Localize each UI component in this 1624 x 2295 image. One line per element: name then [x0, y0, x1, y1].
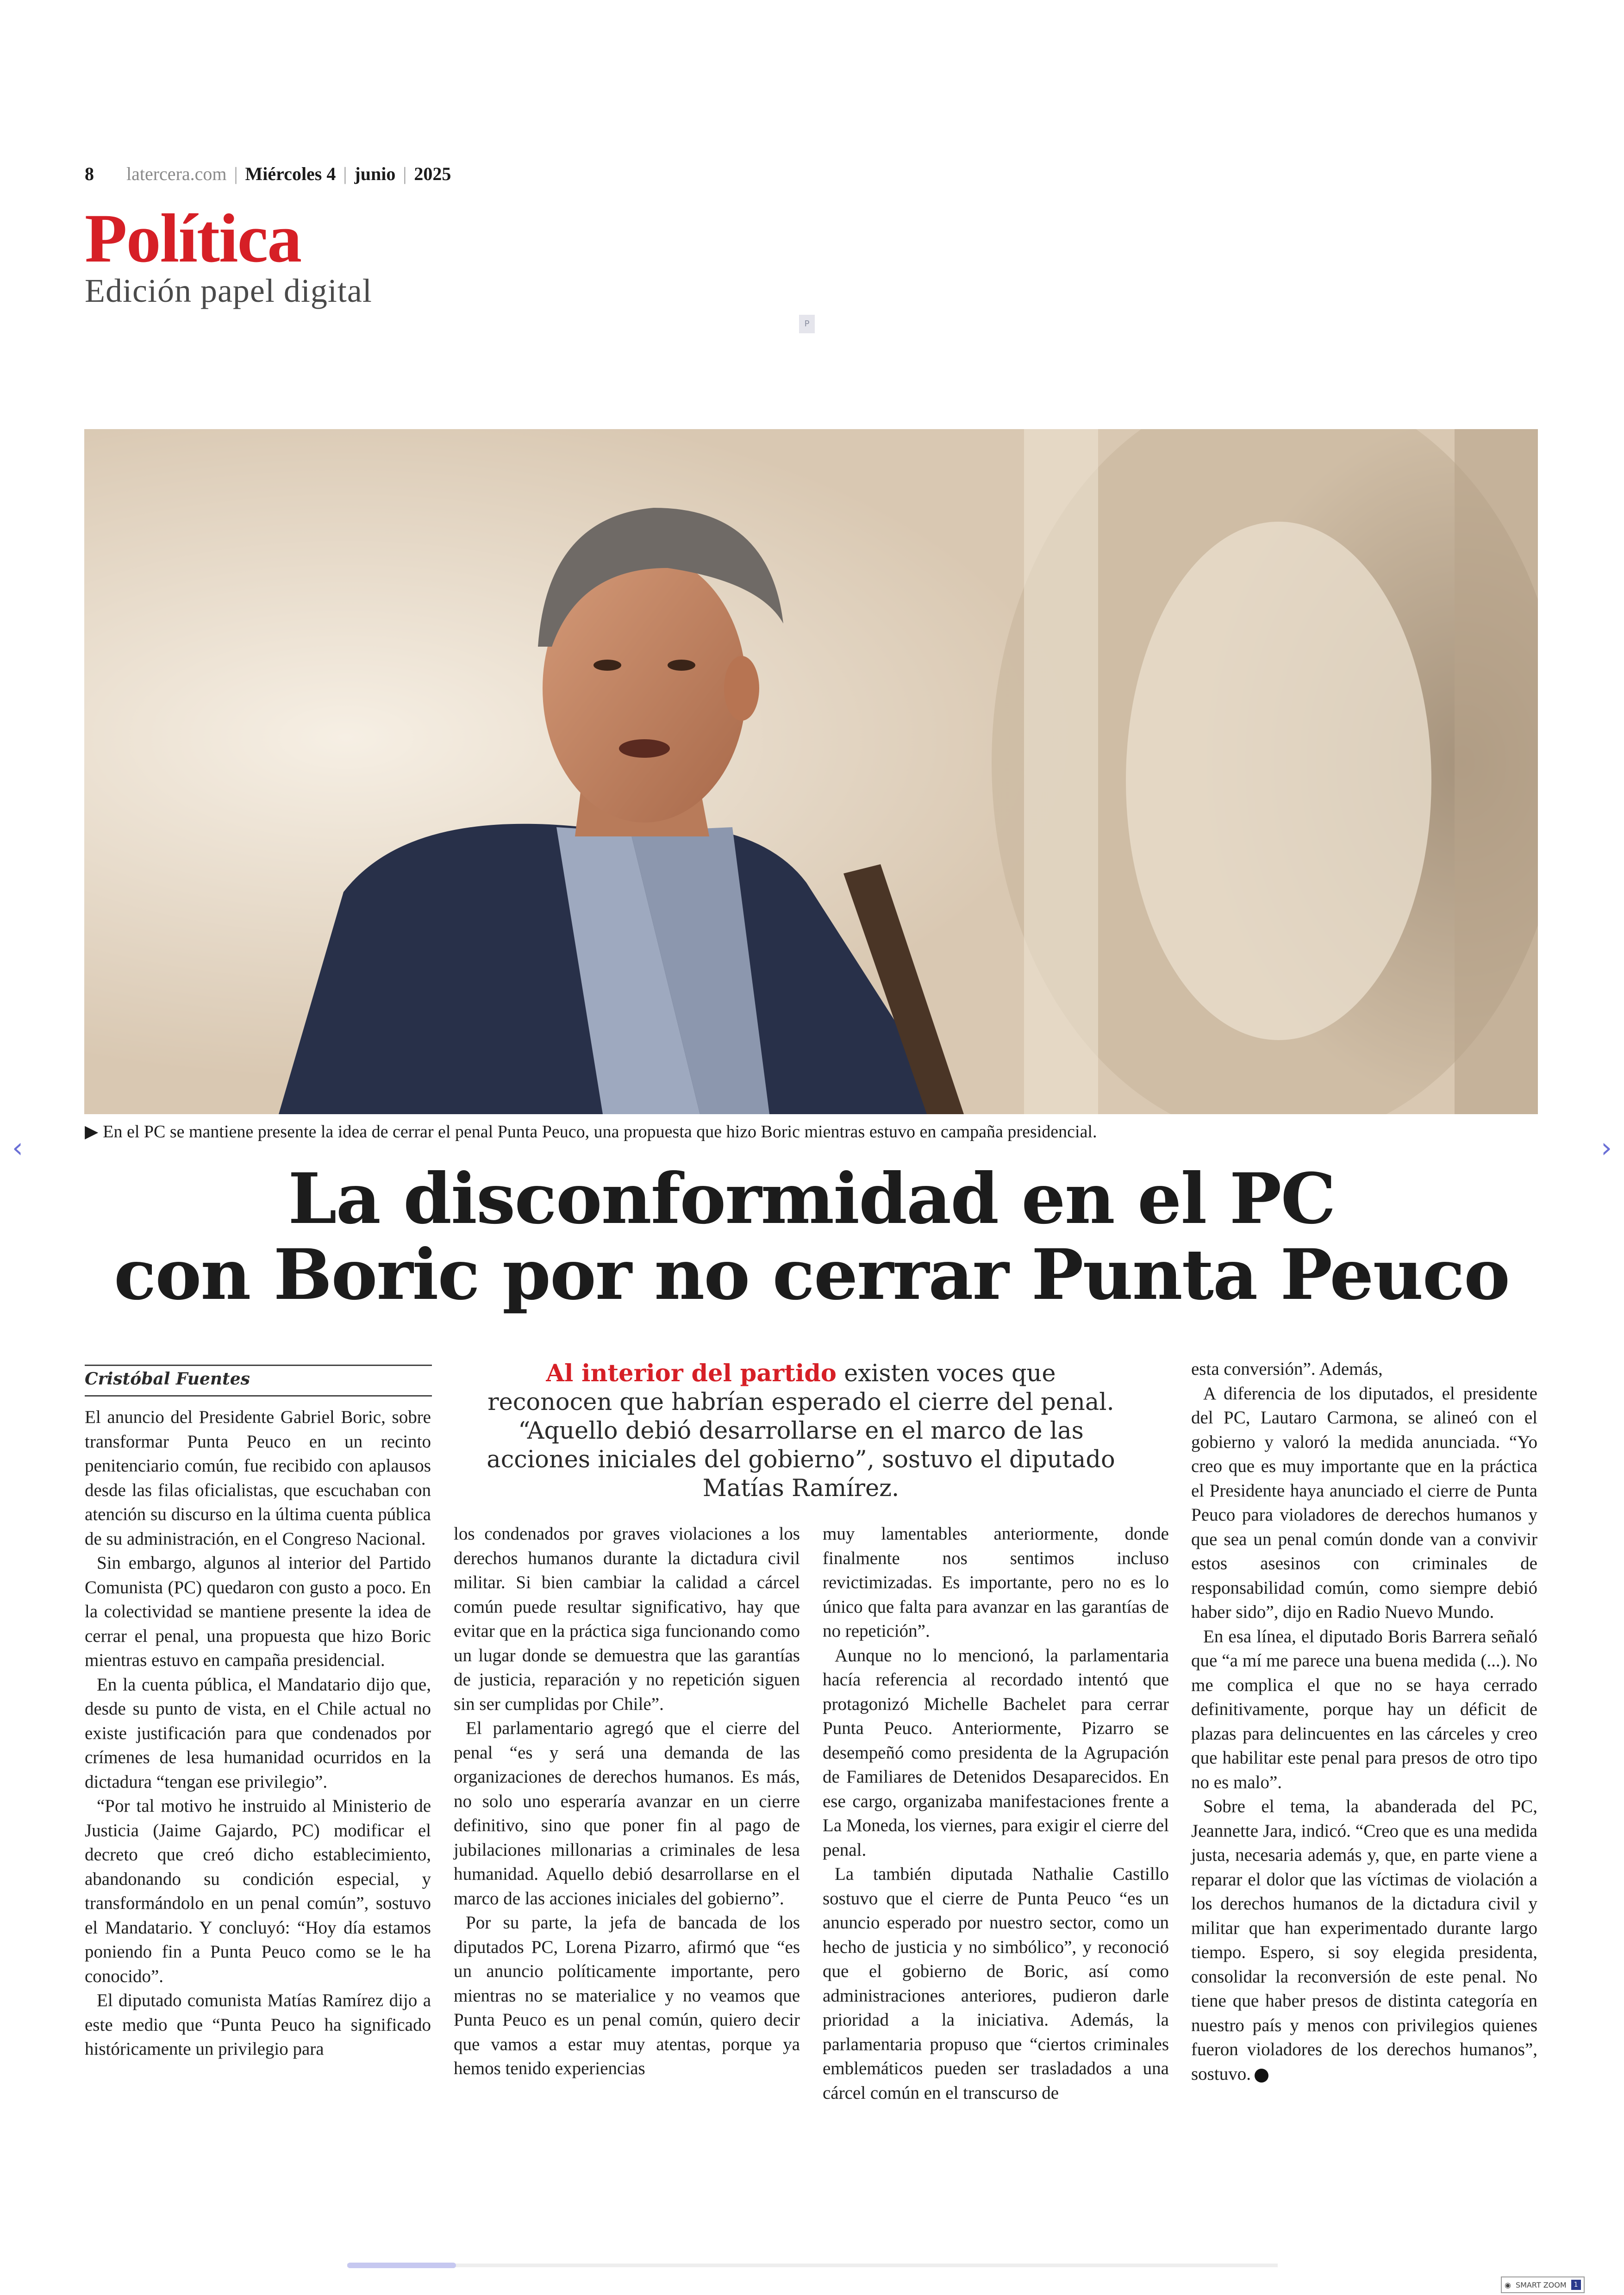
paragraph: “Por tal motivo he instruido al Ministerio de Justicia (Jaime Gajardo, PC) modificar el decreto que creó dicho establecimiento, abandonando su condición especial, y transformándolo en un penal común”, sostuvo el Mandatario. Y concluyó: “Hoy día estamos poniendo fin a Punta Peuco como se le ha conocido”. — [85, 1796, 431, 1986]
paragraph: Sin embargo, algunos al interior del Partido Comunista (PC) quedaron con gusto a poco. En la colectividad se mantiene presente la idea de cerrar el penal, una propuesta que hizo Boric mientras estuvo en campaña presidencial. — [85, 1553, 431, 1670]
paragraph: El anuncio del Presidente Gabriel Boric, sobre transformar Punta Peuco en un recinto penitenciario común, fue recibido con aplausos desde las filas oficialistas, que escuchaban con atención su discurso en la última cuenta pública de su administración, en el Congreso Nacional. — [85, 1407, 431, 1549]
prev-page-chevron-icon[interactable]: ‹ — [12, 1132, 23, 1164]
section-subtitle: Edición papel digital — [85, 272, 372, 309]
photo-caption — [85, 1121, 1538, 1142]
caption-text: En el PC se mantiene presente la idea de cerrar el penal Punta Peuco, una propuesta que hizo Boric mientras estuvo en campaña presidencial. — [103, 1122, 1097, 1141]
next-page-chevron-icon[interactable]: › — [1601, 1132, 1612, 1164]
page-scrollbar-track[interactable] — [347, 2264, 1278, 2267]
article-headline — [85, 1158, 1538, 1316]
paragraph: En esa línea, el diputado Boris Barrera señaló que “a mí me parece una buena medida (...). No me complica el que no se haya cerrado definitivamente, porque hay un déficit de plazas para delincuentes en las cárceles y creo que habilitar este penal para presos de otro tipo no es malo”. — [1191, 1626, 1537, 1792]
page-number: 8 — [85, 163, 94, 184]
smart-zoom-button[interactable] — [1501, 2276, 1585, 2293]
paragraph: los condenados por graves violaciones a los derechos humanos durante la dictadura civil militar. Si bien cambiar la calidad a cárcel común puede resultar significativo, hay que evitar que en la práctica siga funcionando como un lugar donde se demuestra que las garantías de justicia, reparación y no repetición siguen sin ser cumplidas por Chile”. — [454, 1524, 800, 1714]
paragraph: Por su parte, la jefa de bancada de los diputados PC, Lorena Pizarro, afirmó que “es un anuncio políticamente importante, pero mientras no se materialice y no veamos que Punta Peuco es un penal común, quiero decir que vamos a estar muy atentas, porque ya hemos tenido experiencias — [454, 1913, 800, 2078]
article-column-2 — [454, 1522, 800, 2081]
byline: Cristóbal Fuentes — [85, 1369, 250, 1389]
headline-line-1: La disconformidad en el PC — [288, 1158, 1335, 1240]
date-year: 2025 — [414, 163, 451, 184]
eye-icon: ◉ — [1505, 2280, 1511, 2289]
page-scrollbar-thumb[interactable] — [347, 2263, 456, 2268]
section-title: Política — [85, 200, 301, 277]
paragraph: La también diputada Nathalie Castillo sostuvo que el cierre de Punta Peuco “es un anuncio esperado por nuestro sector, como un hecho de justicia y no simbólico”, y reconoció que el gobierno de Boric, así como administraciones anteriores, pudieron darle prioridad a la iniciativa. Además, la parlamentaria propuso que “ciertos criminales emblemáticos pueden ser trasladados a una cárcel común en el transcurso de — [823, 1864, 1169, 2103]
end-of-article-icon — [1255, 2069, 1268, 2083]
pull-quote-text: existen voces que reconocen que habrían esperado el cierre del penal. “Aquello debió desarrollarse en el marco de las acciones iniciales del gobierno”, sostuvo el diputado Matías Ramírez. — [487, 1360, 1115, 1502]
paragraph-text: Sobre el tema, la abanderada del PC, Jeannette Jara, indicó. “Creo que es una medida justa, necesaria además y, que, en parte viene a reparar el dolor que las víctimas de violación a los derechos humanos de la dictadura civil y militar que han experimentado durante largo tiempo. Espero, si soy elegida presidenta, consolidar la reconversión de este penal. No tiene que haber presos de distinta categoría en nuestro país y menos con privilegios quienes fueron violadores de los derechos humanos”, sostuvo. — [1191, 1796, 1537, 2084]
byline-top-rule — [85, 1365, 432, 1366]
article-column-3 — [823, 1522, 1169, 2105]
smart-zoom-value: 1 — [1571, 2280, 1581, 2290]
byline-bottom-rule — [85, 1395, 432, 1397]
article-photo — [84, 429, 1538, 1114]
caption-arrow-icon: ▶ — [85, 1122, 99, 1141]
date-month: junio — [354, 163, 396, 184]
pull-quote-lead: Al interior del partido — [546, 1360, 837, 1387]
site-name: latercera.com — [126, 163, 227, 184]
paragraph: En la cuenta pública, el Mandatario dijo que, desde su punto de vista, en el Chile actual no existe justificación para que condenados por crímenes de lesa humanidad ocurridos en la dictadura “tengan ese privilegio”. — [85, 1674, 431, 1792]
page-header: 8 latercera.com | Miércoles 4 | junio | 2025 — [85, 163, 451, 184]
portrait-illustration — [84, 429, 1538, 1114]
paragraph: esta conversión”. Además, — [1191, 1359, 1383, 1379]
pull-quote — [481, 1359, 1120, 1503]
paragraph: Aunque no lo mencionó, la parlamentaria hacía referencia al recordado intentó que protagonizó Michelle Bachelet para cerrar Punta Peuco. Anteriormente, Pizarro se desempeñó como presidenta de la Agrupación de Familiares de Detenidos Desaparecidos. En ese cargo, organizaba manifestaciones frente a La Moneda, los viernes, para exigir el cierre del penal. — [823, 1645, 1169, 1860]
page-marker-icon[interactable]: P — [799, 315, 815, 333]
paragraph: A diferencia de los diputados, el presidente del PC, Lautaro Carmona, se alineó con el gobierno y valoró la medida anunciada. “Yo creo que es muy importante que en la práctica el Presidente haya anunciado el cierre de Punta Peuco para violadores de derechos humanos y que sea un penal común donde van a convivir estos asesinos con criminales de responsabilidad común, como siempre debió haber sido”, dijo en Radio Nuevo Mundo. — [1191, 1383, 1537, 1622]
paragraph: El diputado comunista Matías Ramírez dijo a este medio que “Punta Peuco ha significado históricamente un privilegio para — [85, 1990, 431, 2059]
headline-line-2: con Boric por no cerrar Punta Peuco — [113, 1234, 1510, 1316]
article-column-1 — [85, 1405, 431, 2062]
date-weekday: Miércoles 4 — [245, 163, 336, 184]
paragraph: El parlamentario agregó que el cierre del penal “es y será una demanda de las organizaciones de derechos humanos. Es más, no solo uno esperaría avanzar en un cierre definitivo, sino que poner fin al pago de jubilaciones millonarias a criminales de lesa humanidad. Aquello debió desarrollarse en el marco de las acciones iniciales del gobierno”. — [454, 1718, 800, 1908]
article-column-4 — [1191, 1357, 1537, 2086]
paragraph: muy lamentables anteriormente, donde finalmente nos sentimos incluso revictimizadas. Es importante, pero no es lo único que falta para avanzar en las garantías de no repetición”. — [823, 1524, 1169, 1641]
paragraph-final — [1191, 1795, 1537, 2086]
smart-zoom-label: SMART ZOOM — [1515, 2280, 1567, 2289]
